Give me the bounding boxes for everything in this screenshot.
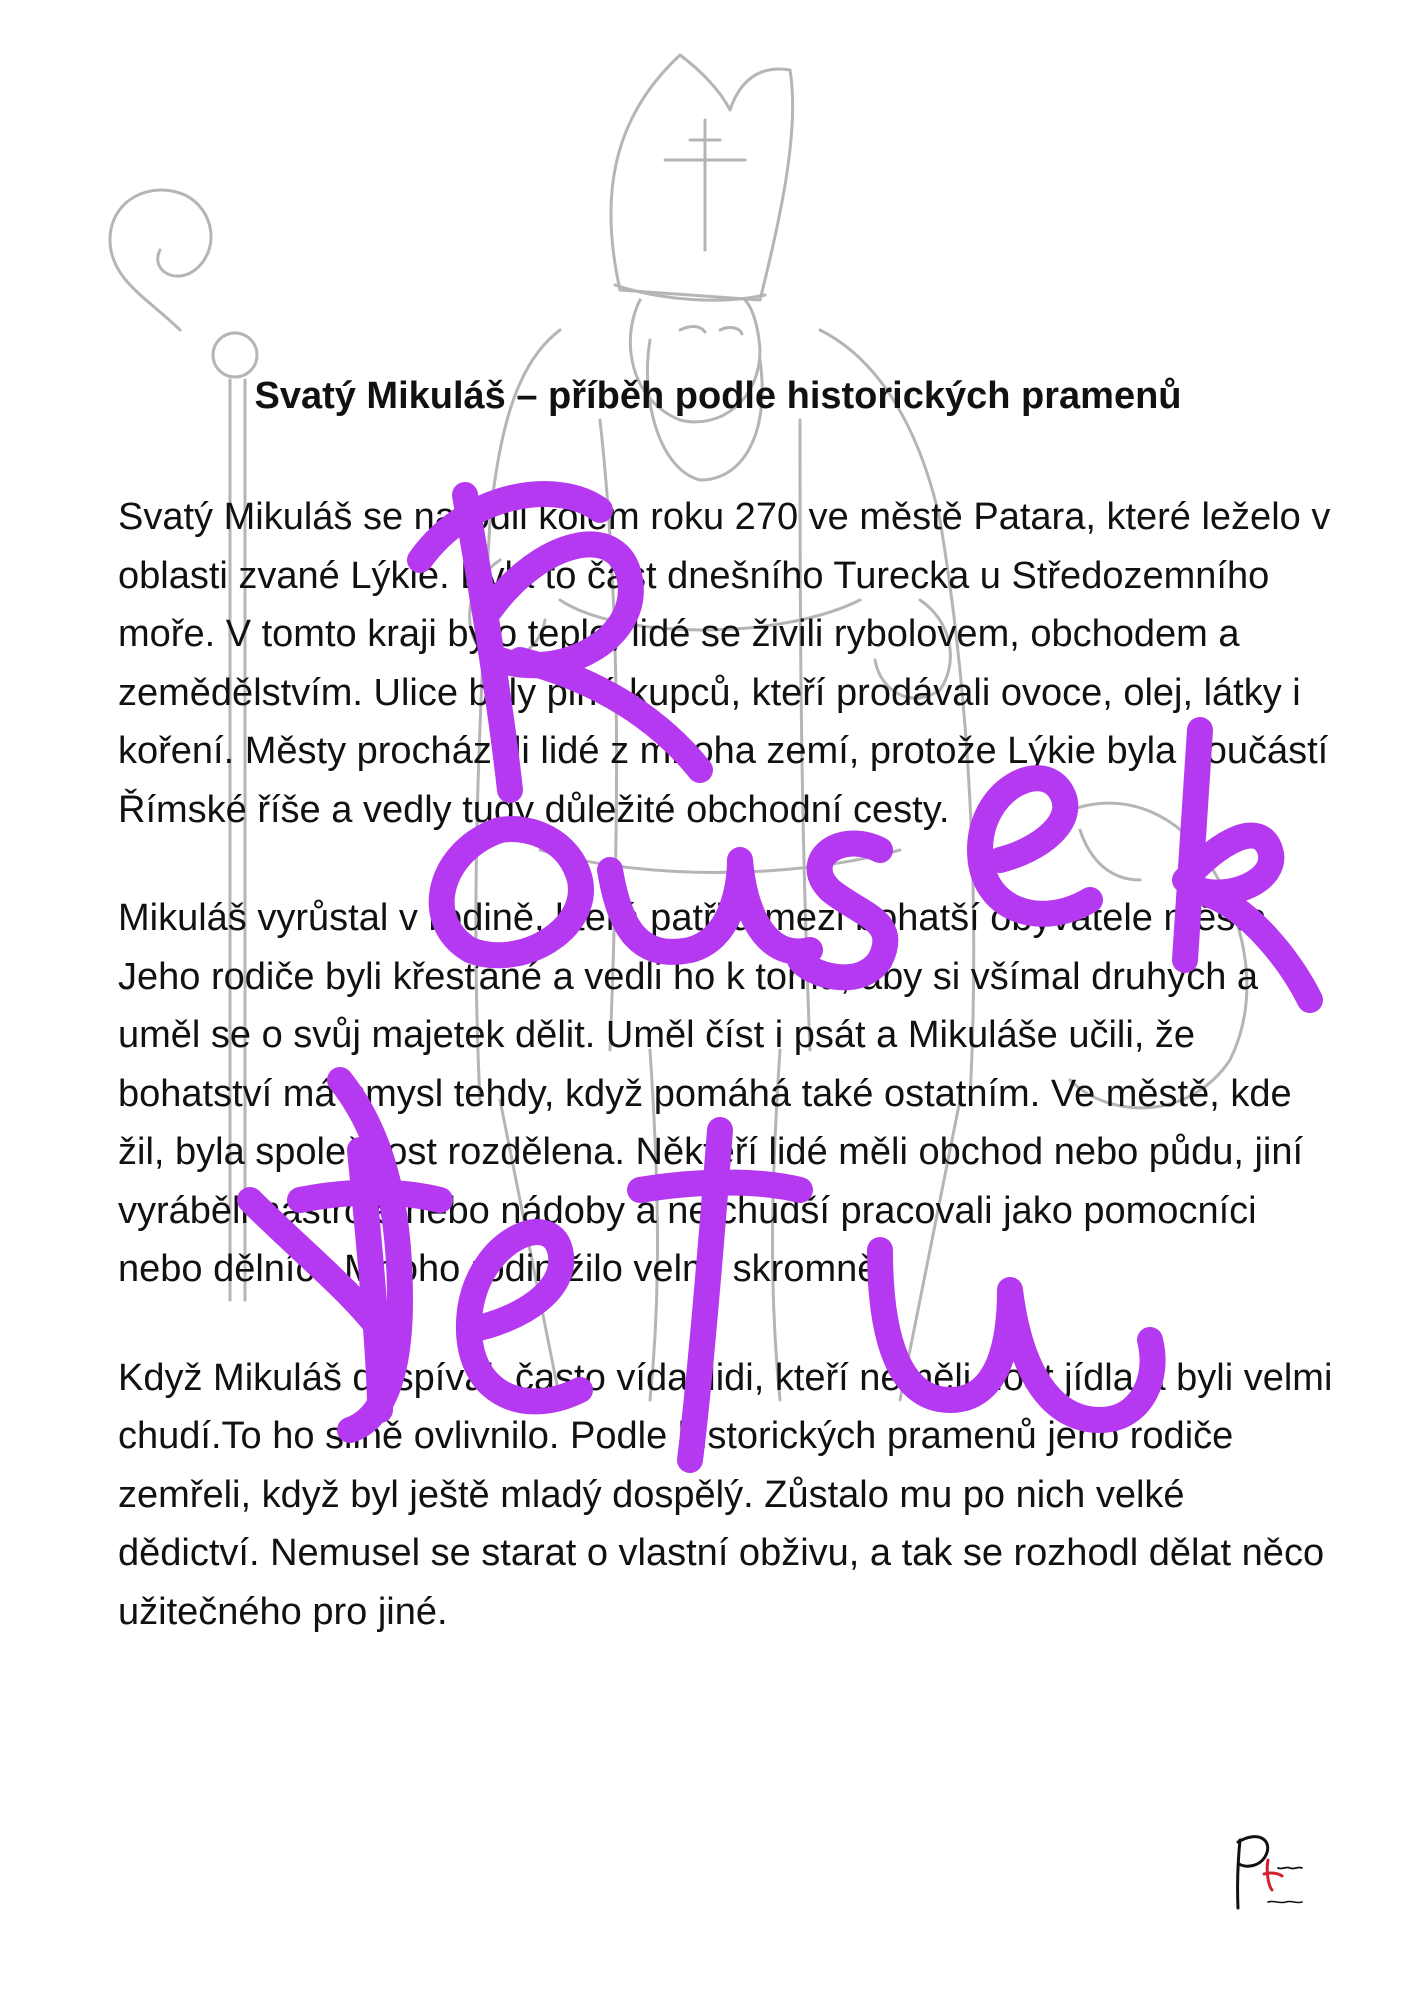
paragraph-1: Svatý Mikuláš se narodil kolem roku 270 ve městě Patara, které leželo v oblasti zvané Lýkie. Byla to část dnešního Turecka u Středozemního moře. V tomto kraji bylo teplo, lidé se živili rybolovem, obchodem a zemědělstvím. Ulice byly plné kupců, kteří prodávali ovoce, olej, látky i koření. Městy procházeli lidé z mnoha zemí, protože Lýkie byla součástí Římské říše a vedly tudy důležité obchodní cesty.	[118, 496, 1331, 831]
paragraph-2: Mikuláš vyrůstal v rodině, která patřila mezi bohatší obyvatele města. Jeho rodiče byli křesťané a vedli ho k tomu, aby si všímal druhých a uměl se o svůj majetek dělit. Uměl číst i psát a Mikuláše učili, že bohatství má smysl tehdy, když pomáhá také ostatním. Ve městě, kde žil, byla společnost rozdělena. Někteří lidé měli obchod nebo půdu, jiní vyráběli nástroje nebo nádoby a nejchudší pracovali jako pomocníci nebo dělníci. Mnoho rodin žilo velmi skromně.	[118, 897, 1304, 1290]
paragraph-3: Když Mikuláš dospíval, často vídal lidi, kteří neměli dost jídla a byli velmi chudí.To ho silně ovlivnilo. Podle historických pramenů jeho rodiče zemřeli, když byl ještě mladý dospělý. Zůstalo mu po nich velké dědictví. Nemusel se starat o vlastní obživu, a tak se rozhodl dělat něco užitečného pro jiné.	[118, 1356, 1333, 1633]
brand-logo	[1228, 1830, 1308, 1920]
document-title: Svatý Mikuláš – příběh podle historických pramenů	[254, 375, 1182, 417]
document-body	[118, 370, 1338, 1691]
